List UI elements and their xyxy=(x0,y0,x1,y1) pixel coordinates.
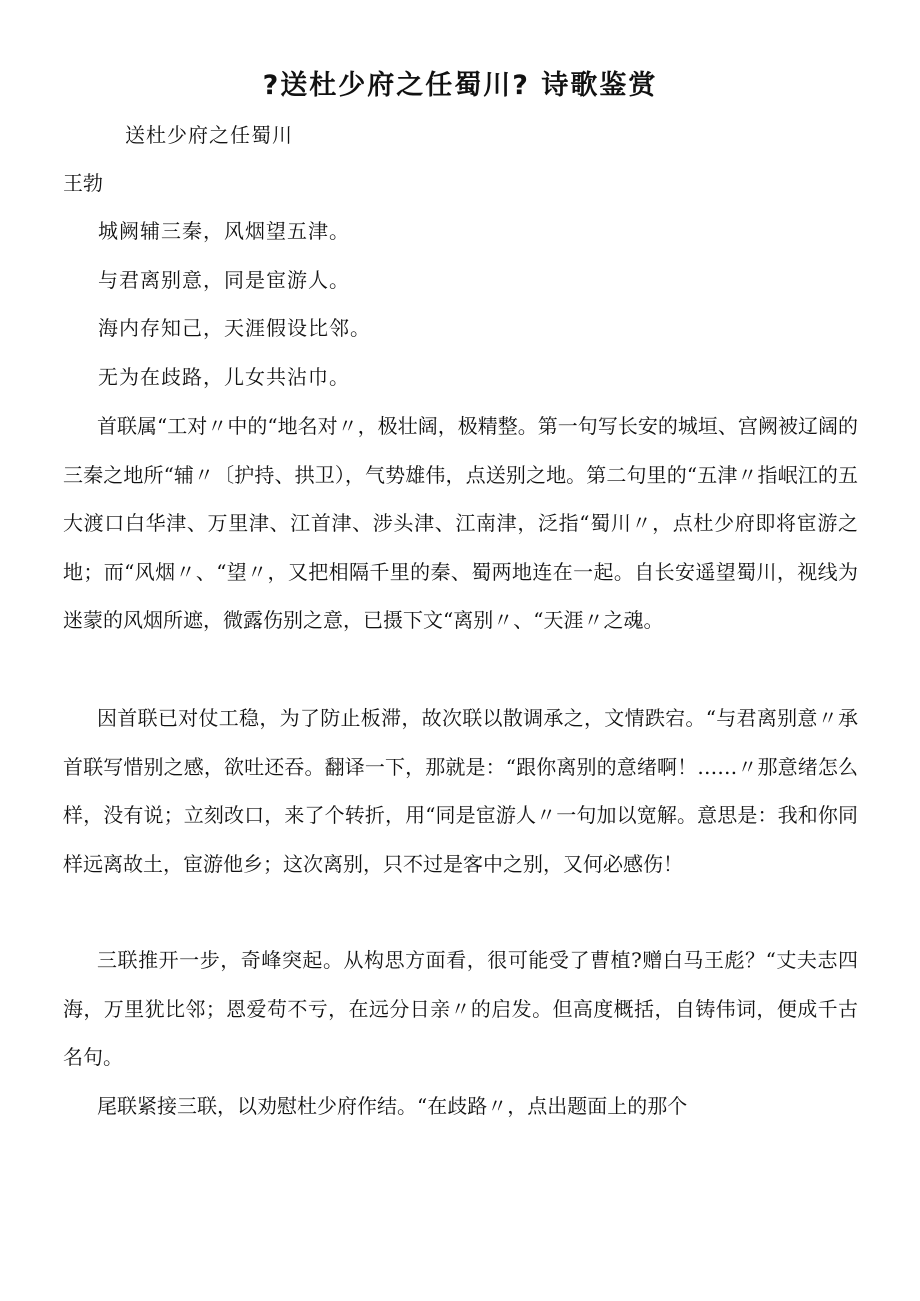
poem-author: 王勃 xyxy=(63,171,103,195)
poem-verse: 城阙辅三秦，风烟望五津。 xyxy=(98,219,350,243)
poem-verse: 与君离别意，同是宦游人。 xyxy=(98,268,350,292)
poem-verse: 无为在歧路，儿女共沾巾。 xyxy=(98,365,350,389)
analysis-paragraph: 首联属“工对〃中的“地名对〃，极壮阔，极精整。第一句写长安的城垣、宫阙被辽阔的三秦之地所“辅〃〔护持、拱卫），气势雄伟，点送别之地。第二句里的“五津〃指岷江的五大渡口白华津、万里津、江首津、涉头津、江南津，泛指“蜀川〃，点杜少府即将宦游之地；而“风烟〃、“望〃，又把相隔千里的秦、蜀两地连在一起。自长安遥望蜀川，视线为迷蒙的风烟所遮，微露伤别之意，已摄下文“离别〃、“天涯〃之魂。 xyxy=(63,414,858,633)
analysis-paragraph: 尾联紧接三联，以劝慰杜少府作结。“在歧路〃，点出题面上的那个 xyxy=(97,1094,688,1118)
analysis-paragraph: 三联推开一步，奇峰突起。从构思方面看，很可能受了曹植?赠白马王彪？“丈夫志四海，万里犹比邻；恩爱苟不亏，在远分日亲〃的启发。但高度概括，自铸伟词，便成千古名句。 xyxy=(63,948,858,1070)
analysis-paragraph: 因首联已对仗工稳，为了防止板滞，故次联以散调承之，文情跌宕。“与君离别意〃承首联写惜别之感，欲吐还吞。翻译一下，那就是：“跟你离别的意绪啊！……〃那意绪怎么样，没有说；立刻改口，来了个转折，用“同是宦游人〃一句加以宽解。意思是：我和你同样远离故土，宦游他乡；这次离别，只不过是客中之别，又何必感伤！ xyxy=(63,706,858,876)
poem-verse: 海内存知己，天涯假设比邻。 xyxy=(98,316,371,340)
document-title: ?送杜少府之任蜀川? 诗歌鉴赏 xyxy=(262,70,658,101)
poem-title: 送杜少府之任蜀川 xyxy=(125,123,293,147)
